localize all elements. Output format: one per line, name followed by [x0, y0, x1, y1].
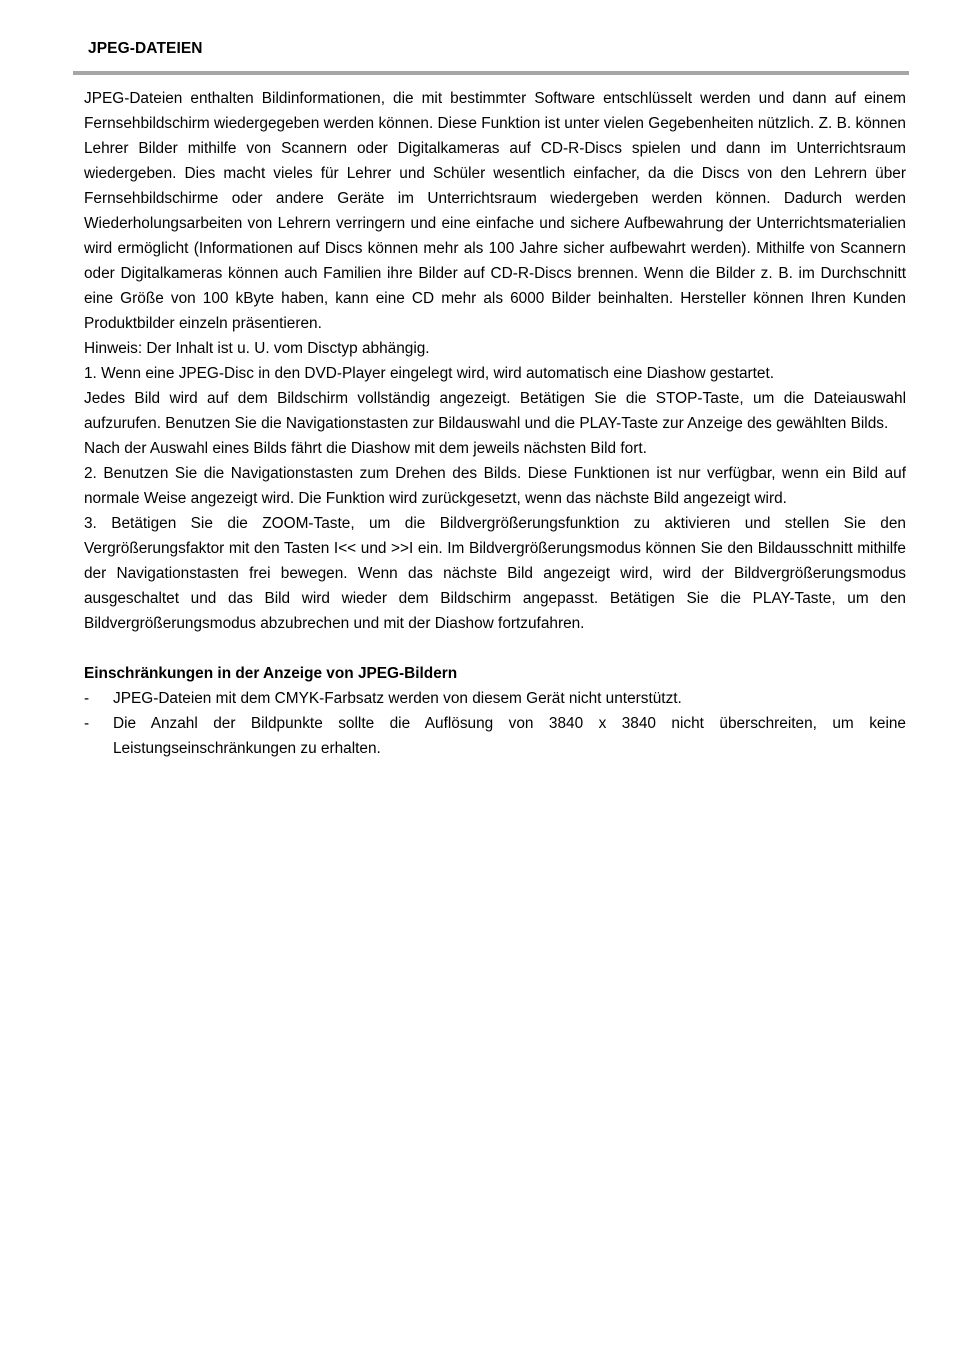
restriction-item [84, 711, 906, 761]
display-paragraph: Jedes Bild wird auf dem Bildschirm vollständig angezeigt. Betätigen Sie die STOP-Taste, um die Dateiauswahl aufzurufen. Benutzen Sie die Navigationstasten zur Bildauswahl und die PLAY-Taste zur Anzeige des gewählten Bilds. [84, 390, 906, 432]
bullet-dash: - [84, 715, 90, 732]
restriction-item [84, 686, 906, 711]
restriction-item-text: JPEG-Dateien mit dem CMYK-Farbsatz werden von diesem Gerät nicht unterstützt. [113, 690, 682, 707]
slideshow-paragraph: Nach der Auswahl eines Bilds fährt die Diashow mit dem jeweils nächsten Bild fort. [84, 440, 647, 457]
note-paragraph: Hinweis: Der Inhalt ist u. U. vom Disctyp abhängig. [84, 340, 430, 357]
bullet-dash: - [84, 690, 90, 707]
intro-paragraph: JPEG-Dateien enthalten Bildinformationen, die mit bestimmter Software entschlüsselt werden und dann auf einem Fernsehbildschirm wiedergegeben werden können. Diese Funktion ist unter vielen Gegebenheiten nützlich. Z. B. können Lehrer Bilder mithilfe von Scannern oder Digitalkameras auf CD-R-Discs spielen und dann im Unterrichtsraum wiedergeben. Dies macht vieles für Lehrer und Schüler wesentlich einfacher, da die Discs von den Lehrern über Fernsehbildschirme oder andere Geräte im Unterrichtsraum wiedergeben werden können. Dadurch werden Wiederholungsarbeiten von Lehrern verringern und eine einfache und sichere Aufbewahrung der Unterrichtsmaterialien wird ermöglicht (Informationen auf Discs können mehr als 100 Jahre sicher aufbewahrt werden). Mithilfe von Scannern oder Digitalkameras können auch Familien ihre Bilder auf CD-R-Discs brennen. Wenn die Bilder z. B. im Durchschnitt eine Größe von 100 kByte haben, kann eine CD mehr als 6000 Bilder beinhalten. Hersteller können Ihren Kunden Produktbilder einzeln präsentieren. [84, 90, 906, 332]
step-2-paragraph: 2. Benutzen Sie die Navigationstasten zum Drehen des Bilds. Diese Funktionen ist nur verfügbar, wenn ein Bild auf normale Weise angezeigt wird. Die Funktion wird zurückgesetzt, wenn das nächste Bild angezeigt wird. [84, 465, 906, 507]
step-1-paragraph: 1. Wenn eine JPEG-Disc in den DVD-Player eingelegt wird, wird automatisch eine Diashow gestartet. [84, 365, 775, 382]
header-rule [73, 71, 909, 75]
page-title: JPEG-DATEIEN [88, 40, 203, 57]
restriction-item-text: Die Anzahl der Bildpunkte sollte die Auflösung von 3840 x 3840 nicht überschreiten, um keine Leistungseinschränkungen zu erhalten. [113, 715, 906, 757]
document-body [84, 86, 906, 761]
step-3-paragraph: 3. Betätigen Sie die ZOOM-Taste, um die Bildvergrößerungsfunktion zu aktivieren und stellen Sie den Vergrößerungsfaktor mit den Tasten I<< und >>I ein. Im Bildvergrößerungsmodus können Sie den Bildausschnitt mithilfe der Navigationstasten frei bewegen. Wenn das nächste Bild angezeigt wird, wird der Bildvergrößerungsmodus ausgeschaltet und das Bild wird wieder dem Bildschirm angepasst. Betätigen Sie die PLAY-Taste, um den Bildvergrößerungsmodus abzubrechen und mit der Diashow fortzufahren. [84, 515, 906, 632]
restrictions-heading: Einschränkungen in der Anzeige von JPEG-Bildern [84, 665, 458, 682]
